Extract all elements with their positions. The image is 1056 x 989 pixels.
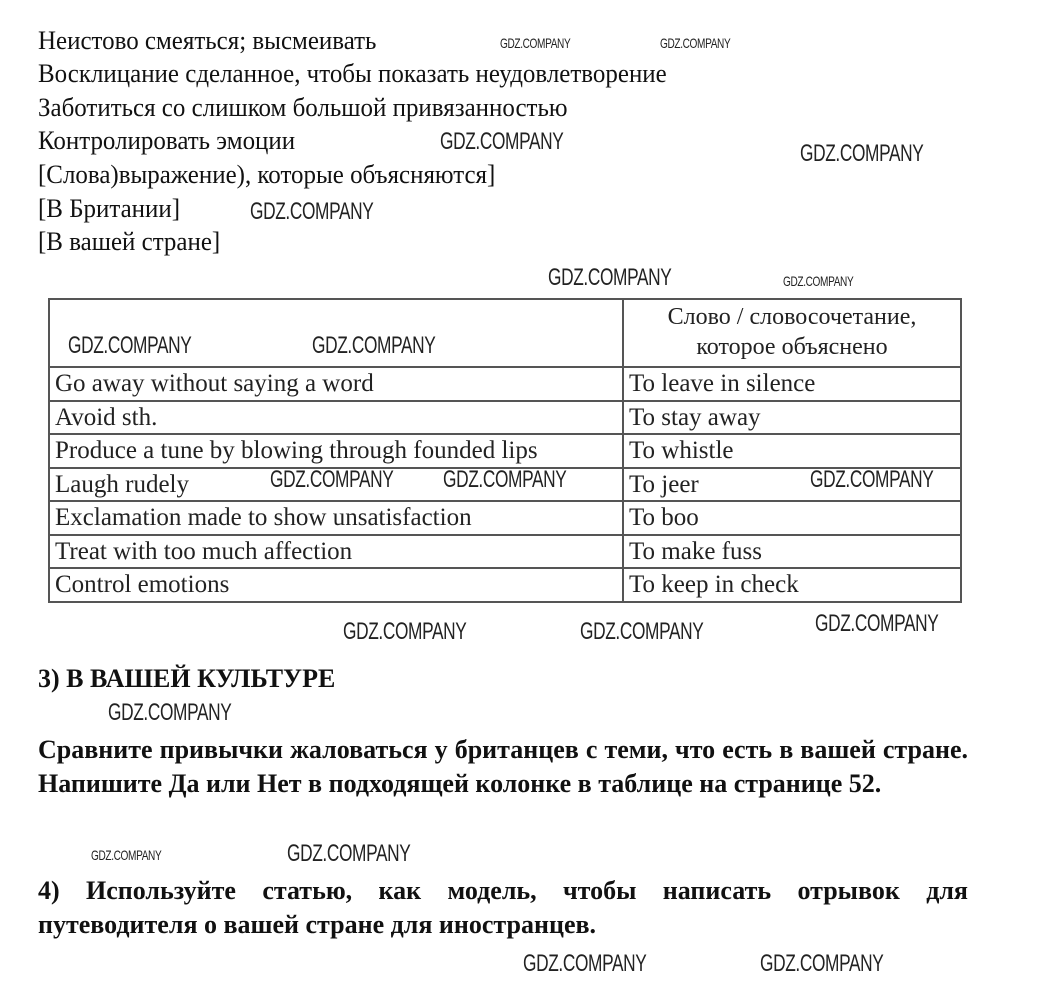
header-line: которое объяснено — [696, 334, 888, 360]
definition-cell: Go away without saying a word — [49, 367, 623, 401]
definition-cell: Laugh rudely — [49, 468, 623, 502]
watermark: GDZ.COMPANY — [270, 466, 394, 493]
definition-line: [В вашей стране] — [38, 227, 221, 256]
watermark: GDZ.COMPANY — [440, 128, 564, 155]
watermark: GDZ.COMPANY — [91, 847, 162, 863]
word-cell: To stay away — [623, 401, 961, 435]
section-4-text: 4) Используйте статью, как модель, чтобы написать отрывок для путеводителя о вашей стране для иностранцев. — [38, 876, 968, 939]
watermark: GDZ.COMPANY — [548, 264, 672, 291]
word-cell: To leave in silence — [623, 367, 961, 401]
section-3-text: Сравните привычки жаловаться у британцев с теми, что есть в вашей стране. Напишите Да или Нет в подходящей колонке в таблице на странице 52. — [38, 735, 968, 798]
section-3-heading: 3) В ВАШЕЙ КУЛЬТУРЕ — [38, 664, 336, 693]
watermark: GDZ.COMPANY — [108, 699, 232, 726]
watermark: GDZ.COMPANY — [287, 840, 411, 867]
watermark: GDZ.COMPANY — [343, 618, 467, 645]
definition-line: Контролировать эмоции — [38, 126, 296, 155]
definition-cell: Treat with too much affection — [49, 535, 623, 569]
watermark: GDZ.COMPANY — [68, 332, 192, 359]
watermark: GDZ.COMPANY — [250, 198, 374, 225]
definition-cell: Avoid sth. — [49, 401, 623, 435]
watermark: GDZ.COMPANY — [580, 618, 704, 645]
definition-line: [В Британии] — [38, 194, 181, 223]
table-row — [49, 367, 961, 401]
table-row — [49, 535, 961, 569]
table-row — [49, 568, 961, 602]
table-row — [49, 401, 961, 435]
definition-cell: Control emotions — [49, 568, 623, 602]
watermark: GDZ.COMPANY — [810, 466, 934, 493]
definition-line: Неистово смеяться; высмеивать — [38, 26, 377, 55]
definition-line: Заботиться со слишком большой привязанностью — [38, 93, 568, 122]
header-cell-word — [623, 299, 961, 367]
definition-line: [Слова)выражение), которые объясняются] — [38, 160, 496, 189]
watermark: GDZ.COMPANY — [443, 466, 567, 493]
table-row — [49, 434, 961, 468]
word-cell: To keep in check — [623, 568, 961, 602]
word-cell: To jeer — [623, 468, 961, 502]
watermark: GDZ.COMPANY — [815, 610, 939, 637]
word-cell: To boo — [623, 501, 961, 535]
watermark: GDZ.COMPANY — [500, 35, 571, 51]
watermark: GDZ.COMPANY — [800, 140, 924, 167]
header-line: Слово / словосочетание, — [667, 304, 917, 330]
definition-cell: Produce a tune by blowing through founded lips — [49, 434, 623, 468]
definition-cell: Exclamation made to show unsatisfaction — [49, 501, 623, 535]
watermark: GDZ.COMPANY — [523, 950, 647, 977]
definition-line: Восклицание сделанное, чтобы показать неудовлетворение — [38, 59, 667, 88]
watermark: GDZ.COMPANY — [312, 332, 436, 359]
word-cell: To make fuss — [623, 535, 961, 569]
word-cell: To whistle — [623, 434, 961, 468]
watermark: GDZ.COMPANY — [760, 950, 884, 977]
watermark: GDZ.COMPANY — [783, 273, 854, 289]
watermark: GDZ.COMPANY — [660, 35, 731, 51]
table-row — [49, 501, 961, 535]
